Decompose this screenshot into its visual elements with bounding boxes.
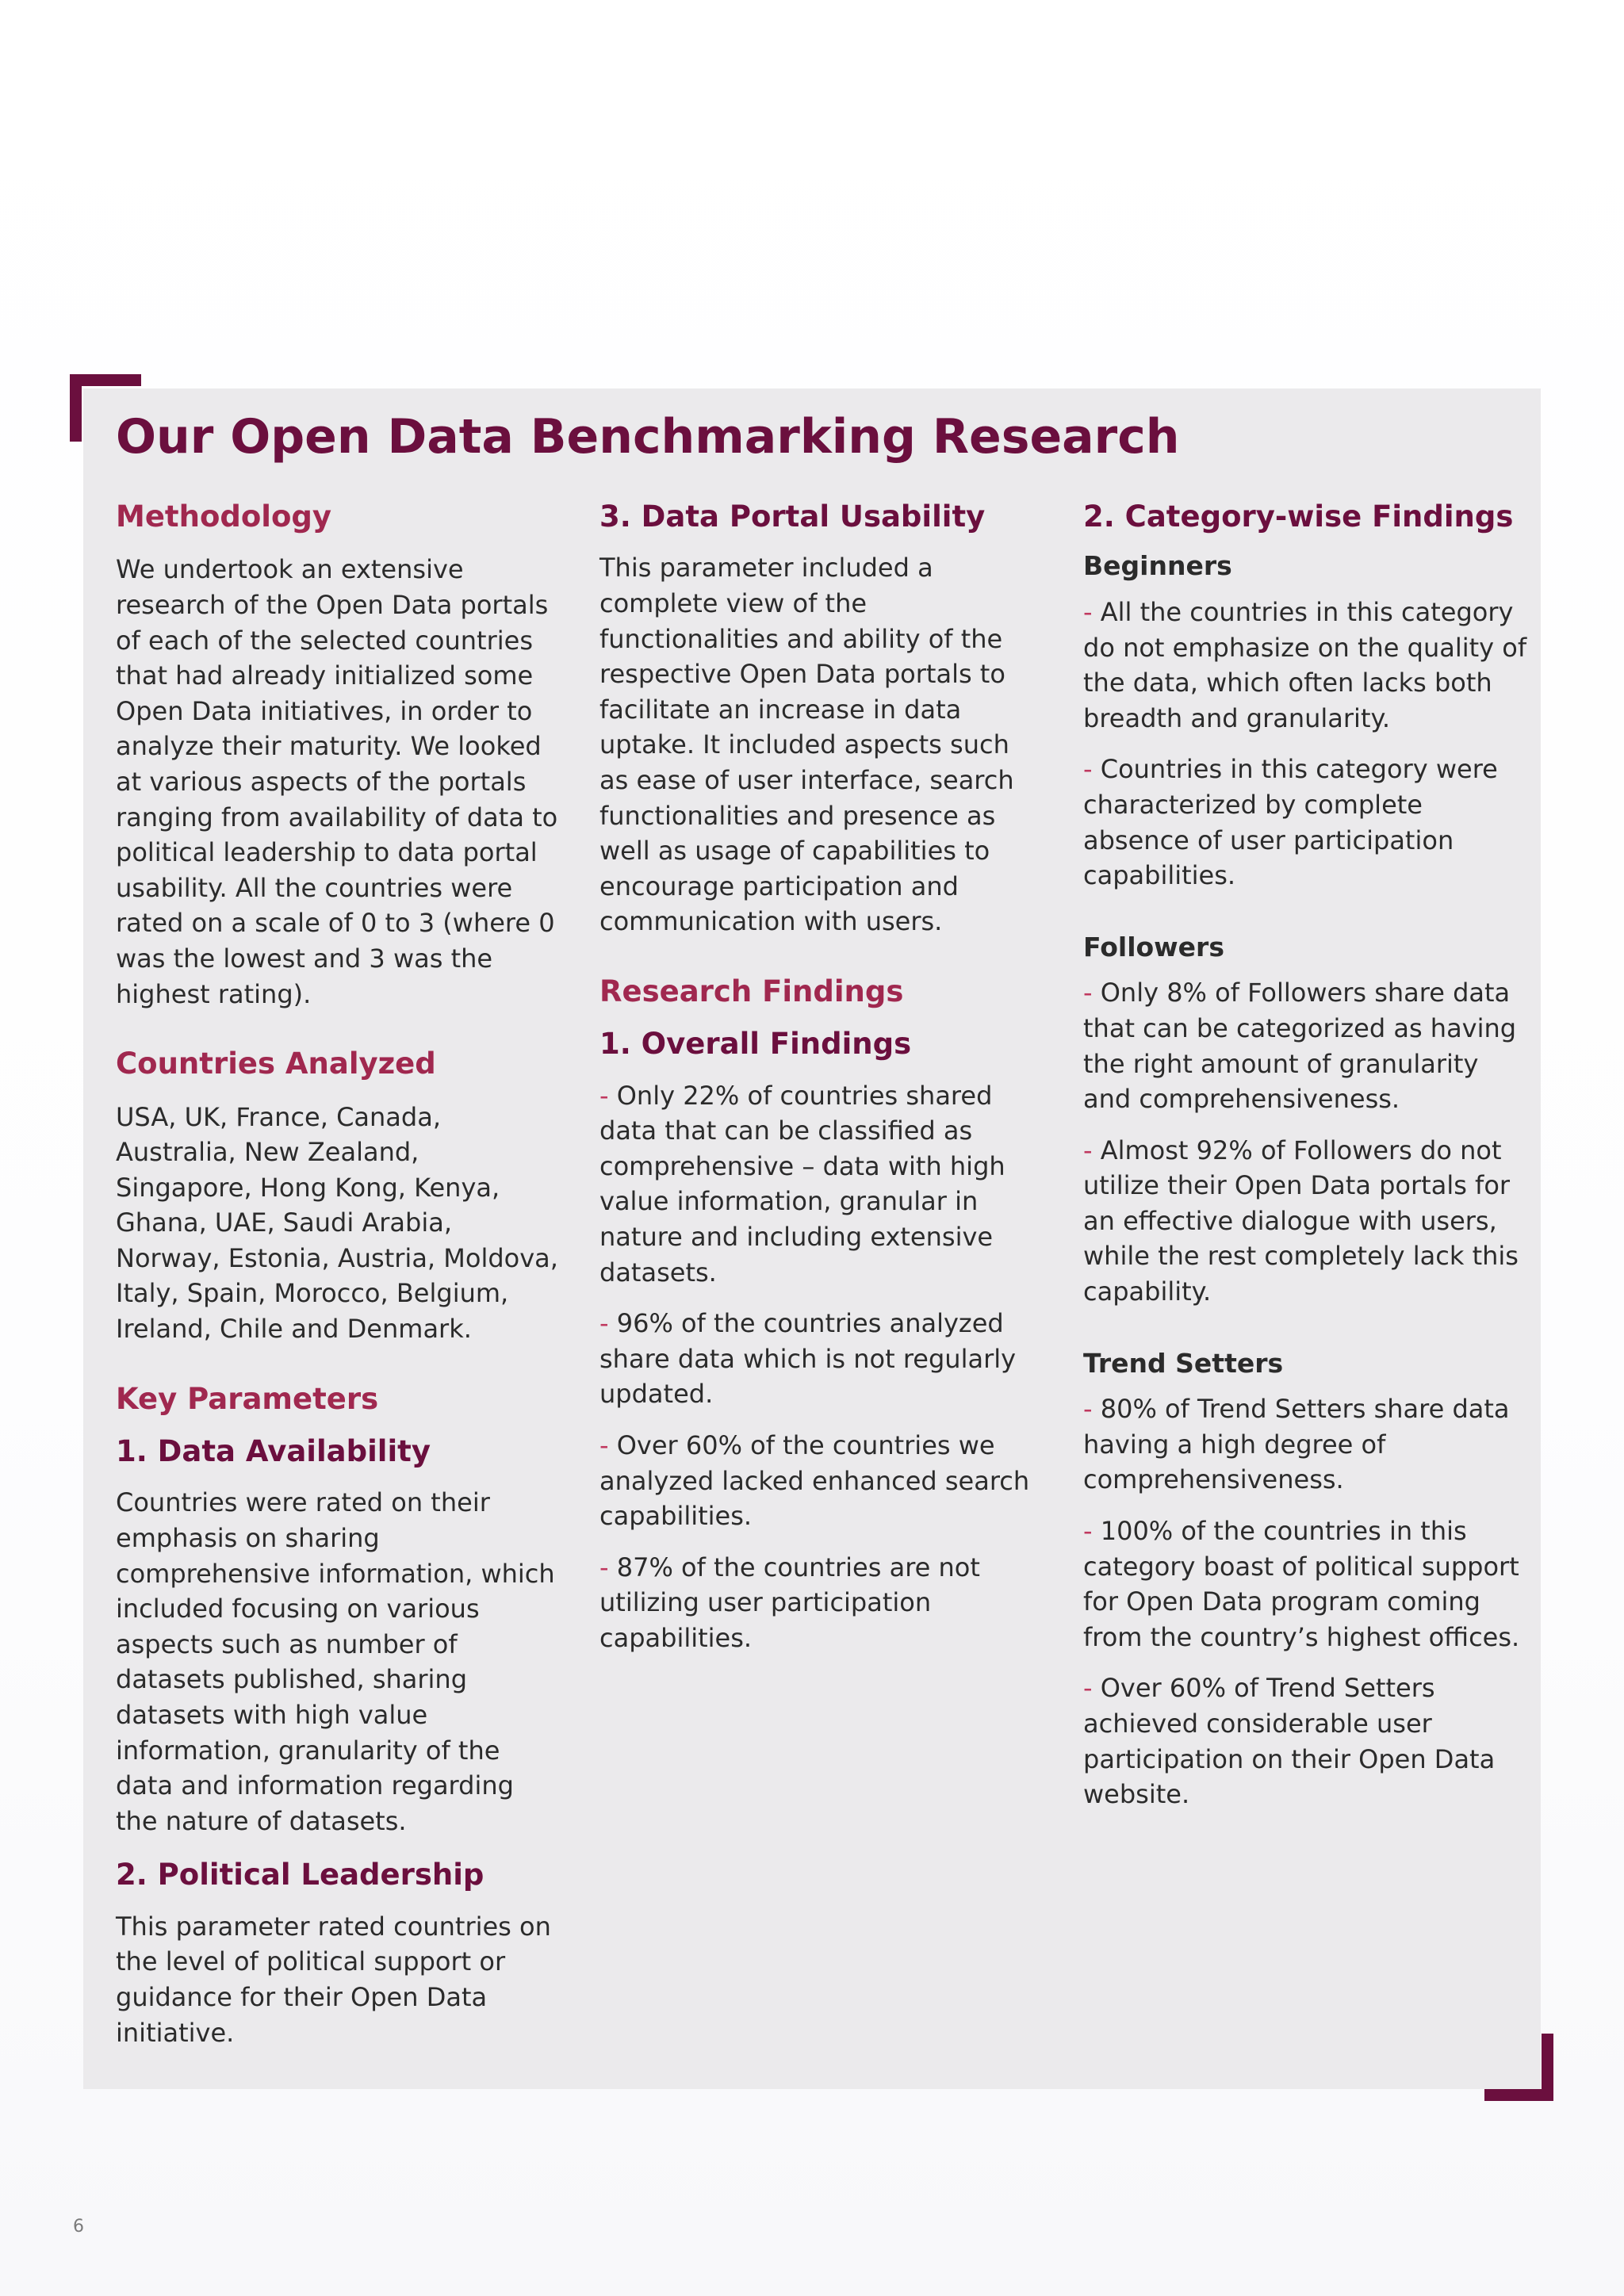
data-portal-usability-text: This parameter included a complete view of the functionalities and ability of the respective Open Data portals to facilitate an increase in data uptake. It included aspects such as ease of user interface, search functionalities and presence as well as usage of capabilities to encourage participation and communication with users.	[599, 553, 1014, 937]
countries-analyzed-text: USA, UK, France, Canada, Australia, New Zealand, Singapore, Hong Kong, Kenya, Ghana, UAE, Saudi Arabia, Norway, Estonia, Austria, Moldova, Italy, Spain, Morocco, Belgium, Ireland, Chile and Denmark.	[116, 1101, 558, 1345]
dash-marker: -	[599, 1430, 617, 1461]
trend-setters-item: - 80% of Trend Setters share data having a high degree of comprehensiveness.	[1083, 1394, 1510, 1495]
research-findings-heading: Research Findings	[599, 974, 904, 1008]
countries-analyzed-heading: Countries Analyzed	[116, 1047, 436, 1081]
political-leadership-heading: 2. Political Leadership	[116, 1858, 485, 1892]
trend-setters-heading: Trend Setters	[1083, 1347, 1284, 1379]
category-findings-heading: 2. Category-wise Findings	[1083, 499, 1514, 534]
followers-item: - Almost 92% of Followers do not utilize their Open Data portals for an effective dialogue with users, while the rest completely lack this capability.	[1083, 1135, 1519, 1307]
dash-marker: -	[1083, 1673, 1101, 1704]
overall-finding-item: - 96% of the countries analyzed share data which is not regularly updated.	[599, 1308, 1017, 1410]
data-portal-usability-heading: 3. Data Portal Usability	[599, 499, 986, 534]
dash-marker: -	[1083, 1394, 1101, 1425]
trend-setters-item: - 100% of the countries in this category boast of political support for Open Data program coming from the country’s highest offices.	[1083, 1516, 1520, 1652]
overall-findings-heading: 1. Overall Findings	[599, 1027, 912, 1062]
overall-finding-item: - 87% of the countries are not utilizing user participation capabilities.	[599, 1552, 980, 1654]
trend-setters-item: - Over 60% of Trend Setters achieved considerable user participation on their Open Data website.	[1083, 1673, 1496, 1810]
dash-marker: -	[1083, 596, 1101, 627]
beginners-item: - All the countries in this category do not emphasize on the quality of the data, which often lacks both breadth and granularity.	[1083, 596, 1527, 733]
column-2	[599, 499, 1044, 1672]
followers-heading: Followers	[1083, 931, 1224, 962]
data-availability-text: Countries were rated on their emphasis on sharing comprehensive information, which included focusing on various aspects such as number of datasets published, sharing datasets with high value information, granularity of the data and information regarding the nature of datasets.	[116, 1487, 555, 1836]
corner-bracket-top-left-vertical	[70, 374, 82, 442]
political-leadership-text: This parameter rated countries on the level of political support or guidance for their Open Data initiative.	[116, 1911, 551, 2048]
dash-marker: -	[1083, 754, 1101, 785]
dash-marker: -	[1083, 978, 1101, 1008]
column-1	[116, 499, 560, 2085]
data-availability-heading: 1. Data Availability	[116, 1434, 431, 1469]
dash-marker: -	[1083, 1135, 1101, 1165]
overall-finding-item: - Only 22% of countries shared data that can be classified as comprehensive – data with high value information, granular in nature and including extensive datasets.	[599, 1080, 1005, 1288]
overall-finding-item: - Over 60% of the countries we analyzed lacked enhanced search capabilities.	[599, 1430, 1030, 1532]
followers-item: - Only 8% of Followers share data that can be categorized as having the right amount of granularity and comprehensiveness.	[1083, 978, 1517, 1115]
beginners-heading: Beginners	[1083, 550, 1232, 582]
dash-marker: -	[1083, 1516, 1101, 1547]
methodology-text: We undertook an extensive research of the Open Data portals of each of the selected countries that had already initialized some Open Data initiatives, in order to analyze their maturity. We looked at various aspects of the portals ranging from availability of data to political leadership to data portal usability. All the countries were rated on a scale of 0 to 3 (where 0 was the lowest and 3 was the highest rating).	[116, 554, 558, 1009]
column-3	[1083, 499, 1527, 1828]
beginners-item: - Countries in this category were characterized by complete absence of user participation capabilities.	[1083, 754, 1498, 891]
dash-marker: -	[599, 1552, 617, 1582]
page-title: Our Open Data Benchmarking Research	[116, 409, 1180, 465]
dash-marker: -	[599, 1080, 617, 1111]
methodology-heading: Methodology	[116, 499, 331, 534]
page-number: 6	[73, 2217, 84, 2237]
corner-bracket-bottom-right-vertical	[1542, 2034, 1553, 2101]
dash-marker: -	[599, 1308, 617, 1339]
key-parameters-heading: Key Parameters	[116, 1381, 379, 1416]
